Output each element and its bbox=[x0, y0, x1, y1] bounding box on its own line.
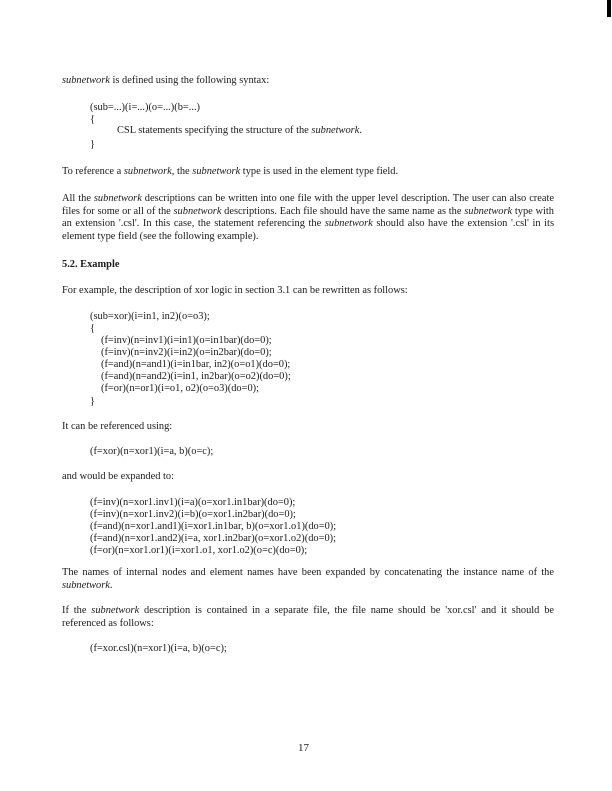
usage-intro: It can be referenced using: bbox=[62, 421, 173, 432]
separate-file-paragraph: If the subnetwork description is contained in a separate file, the file name should be 'xor.csl' and it should be referenced as follows: bbox=[62, 605, 554, 629]
xor-def-line: (f=or)(n=or1)(i=o1, o2)(o=o3)(do=0); bbox=[101, 383, 259, 394]
files-paragraph: All the subnetwork descriptions can be written into one file with the upper level description. The user can also create files for some or all of the subnetwork descriptions. Each file should have the same name as the subnetwork type with an extension '.csl'. In this case, the statement referencing the subnetwork should also have the extension '.csl' in its element type field (see the following example). bbox=[62, 193, 554, 242]
page-number: 17 bbox=[298, 742, 309, 754]
xor-def-line: (f=and)(n=and1)(i=in1bar, in2)(o=o1)(do=0); bbox=[101, 359, 291, 370]
syntax-open-brace: { bbox=[90, 114, 95, 125]
final-reference-line: (f=xor.csl)(n=xor1)(i=a, b)(o=c); bbox=[90, 643, 227, 654]
expanded-line: (f=or)(n=xor1.or1)(i=xor1.o1, xor1.o2)(o=c)(do=0); bbox=[90, 545, 308, 556]
xor-def-open-brace: { bbox=[90, 323, 95, 334]
section-heading: 5.2. Example bbox=[62, 259, 120, 270]
xor-def-close-brace: } bbox=[90, 396, 95, 407]
reference-paragraph: To reference a subnetwork, the subnetwork type is used in the element type field. bbox=[62, 166, 399, 177]
xor-def-line: (f=and)(n=and2)(i=in1, in2bar)(o=o2)(do=0); bbox=[101, 371, 291, 382]
syntax-line: (sub=...)(i=...)(o=...)(b=...) bbox=[90, 102, 201, 113]
expanded-line: (f=and)(n=xor1.and2)(i=a, xor1.in2bar)(o=xor1.o2)(do=0); bbox=[90, 533, 336, 544]
section-intro: For example, the description of xor logic in section 3.1 can be rewritten as follows: bbox=[62, 285, 408, 296]
xor-def-line: (f=inv)(n=inv1)(i=in1)(o=in1bar)(do=0); bbox=[101, 335, 272, 346]
expanded-line: (f=inv)(n=xor1.inv2)(i=b)(o=xor1.in2bar)(do=0); bbox=[90, 509, 296, 520]
usage-line: (f=xor)(n=xor1)(i=a, b)(o=c); bbox=[90, 446, 214, 457]
expanded-line: (f=inv)(n=xor1.inv1)(i=a)(o=xor1.in1bar)(do=0); bbox=[90, 497, 296, 508]
expanded-line: (f=and)(n=xor1.and1)(i=xor1.in1bar, b)(o=xor1.o1)(do=0); bbox=[90, 521, 337, 532]
xor-def-line: (f=inv)(n=inv2)(i=in2)(o=in2bar)(do=0); bbox=[101, 347, 272, 358]
xor-def-header: (sub=xor)(i=in1, in2)(o=o3); bbox=[90, 311, 210, 322]
names-paragraph: The names of internal nodes and element names have been expanded by concatenating the instance name of the subnetwork. bbox=[62, 567, 554, 591]
expanded-intro: and would be expanded to: bbox=[62, 471, 174, 482]
syntax-statement: CSL statements specifying the structure of the subnetwork. bbox=[117, 125, 362, 136]
scan-edge-mark bbox=[607, 0, 611, 17]
syntax-intro: subnetwork is defined using the following syntax: bbox=[62, 75, 270, 86]
syntax-close-brace: } bbox=[90, 139, 95, 150]
